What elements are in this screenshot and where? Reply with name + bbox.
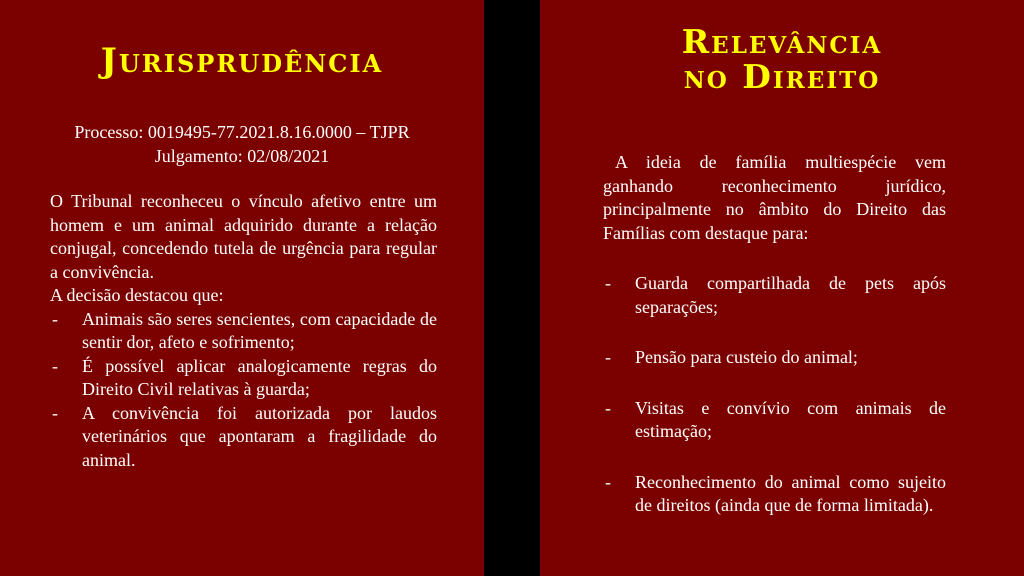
right-body	[603, 151, 946, 518]
case-info	[0, 120, 484, 168]
right-title	[540, 22, 1024, 96]
list-item: - É possível aplicar analogicamente regras do Direito Civil relativas à guarda;	[50, 355, 437, 402]
judgment-date: Julgamento: 02/08/2021	[154, 146, 330, 166]
left-body	[50, 190, 437, 472]
relevance-list	[603, 272, 946, 518]
relevance-intro: A ideia de família multiespécie vem ganhando reconhecimento jurídico, principalmente no âmbito do Direito das Famílias com destaque para:	[603, 152, 946, 243]
list-item: - Pensão para custeio do animal;	[603, 346, 946, 370]
list-item: - Guarda compartilhada de pets após separações;	[603, 272, 946, 319]
left-title: Jurisprudência	[100, 41, 384, 81]
right-title-line1: Relevância	[681, 22, 883, 61]
process-number: Processo: 0019495-77.2021.8.16.0000 – TJPR	[74, 122, 410, 142]
right-panel	[540, 0, 1024, 576]
court-paragraph: O Tribunal reconheceu o vínculo afetivo entre um homem e um animal adquirido durante a relação conjugal, concedendo tutela de urgência para regular a convivência.	[50, 191, 437, 282]
left-panel	[0, 0, 484, 576]
list-item: - Visitas e convívio com animais de estimação;	[603, 397, 946, 444]
list-item: - Reconhecimento do animal como sujeito de direitos (ainda que de forma limitada).	[603, 471, 946, 518]
list-item: - Animais são seres sencientes, com capacidade de sentir dor, afeto e sofrimento;	[50, 308, 437, 355]
right-title-line2: no Direito	[683, 56, 881, 96]
decision-intro: A decisão destacou que:	[50, 285, 224, 305]
list-item: - A convivência foi autorizada por laudos veterinários que apontaram a fragilidade do animal.	[50, 402, 437, 473]
decision-list	[50, 308, 437, 473]
